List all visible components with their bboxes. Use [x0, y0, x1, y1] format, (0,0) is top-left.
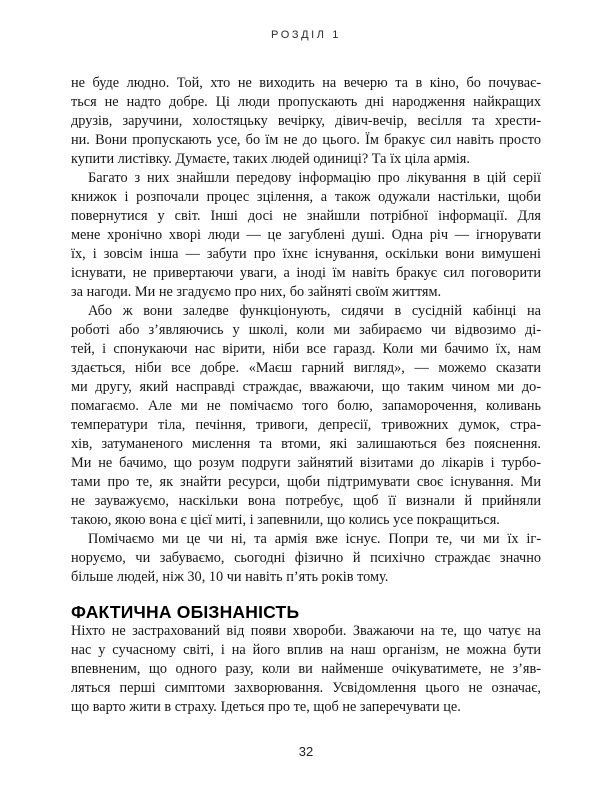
paragraph	[71, 74, 541, 169]
text-line: роботі або з’являючись у школі, коли ми забираємо чи відвозимо ді-	[71, 322, 541, 338]
text-line: мене хронічно хворі люди — це загублені душі. Одна річ — ігнорувати	[71, 227, 541, 243]
text-line: ни. Вони пропускають усе, бо їм не до цього. Їм бракує сил навіть просто	[71, 132, 541, 148]
text-line: Багато з них знайшли передову інформацію про лікування в цій серії	[88, 170, 541, 186]
text-line: тей, і спонукаючи нас вірити, ніби все гаразд. Коли ми бачимо їх, нам	[71, 341, 541, 357]
text-line: тами про те, як знайти ресурси, щоби підтримувати своє існування. Ми	[71, 474, 541, 490]
text-line: їх, і зовсім інша — забути про їхнє існування, оскільки вони вимушені	[71, 246, 541, 262]
text-line: не буде людно. Той, хто не виходить на вечерю та в кіно, бо почуває-	[71, 75, 541, 91]
text-line: Ніхто не застрахований від появи хвороби. Зважаючи на те, що чатує на	[71, 623, 541, 639]
text-line: хів, затуманеного мислення та втоми, які залишаються без пояснення.	[71, 436, 541, 452]
paragraph	[71, 530, 541, 587]
chapter-header: РОЗДІЛ 1	[271, 29, 341, 41]
text-line: Або ж вони заледве функціонують, сидячи в сусідній кабінці на	[88, 303, 541, 319]
text-line: температури тіла, печіння, тривоги, депресії, тривожних думок, стра-	[71, 417, 541, 433]
text-line: такою, якою вона є цієї миті, і запевнили, що колись усе покращиться.	[71, 512, 500, 528]
text-line: впевненим, що одного разу, коли ви найменше очікуватимете, не з’яв-	[71, 661, 541, 677]
text-line: що варто жити в страху. Ідеться про те, щоб не заперечувати це.	[71, 699, 461, 715]
paragraph	[71, 622, 541, 717]
text-line: не зауважуємо, наскільки вона потребує, щоб її визнали й прийняли	[71, 493, 541, 509]
text-line: Помічаємо ми це чи ні, та армія вже існує. Попри те, чи ми їх іг-	[88, 531, 541, 547]
text-line: Ми не бачимо, що розум подруги зайнятий візитами до лікарів і турбо-	[71, 455, 541, 471]
text-line: більше людей, ніж 30, 10 чи навіть п’ять років тому.	[71, 569, 389, 585]
text-line: повернутися у світ. Інші досі не знайшли потрібної інформації. Для	[71, 208, 541, 224]
text-line: норуємо, чи забуваємо, сьогодні фізично й психічно страждає значно	[71, 550, 541, 566]
text-line: здається, ніби все добре. «Маєш гарний вигляд», — можемо сказати	[71, 360, 541, 376]
text-line: за нагоди. Ми не згадуємо про них, бо зайняті своїм життям.	[71, 284, 442, 300]
text-line: існувати, не привертаючи уваги, а іноді їм навіть бракує сил поговорити	[71, 265, 541, 281]
text-line: книжок і розпочали процес зцілення, а також одужали настільки, щоби	[71, 189, 541, 205]
text-line: ться не надто добре. Ці люди пропускають дні народження найкращих	[71, 94, 541, 110]
text-line: нас у сучасному світі, і на його вплив на наш організм, не можна бути	[71, 642, 541, 658]
text-line: ми другу, який насправді страждає, вважаючи, що таким чином ми до-	[71, 379, 541, 395]
text-line: друзів, заручини, холостяцьку вечірку, дівич-вечір, весілля та хрести-	[71, 113, 541, 129]
page-content	[71, 74, 541, 717]
page-number: 32	[298, 744, 314, 759]
paragraph	[71, 302, 541, 530]
paragraph	[71, 169, 541, 302]
section-heading: ФАКТИЧНА ОБІЗНАНІСТЬ	[71, 602, 300, 622]
text-line: купити листівку. Думаєте, таких людей одиниці? Та їх ціла армія.	[71, 151, 470, 167]
text-line: помагаємо. Але ми не помічаємо того болю, запаморочення, коливань	[71, 398, 541, 414]
text-line: ляться перші симптоми захворювання. Усвідомлення цього не означає,	[71, 680, 541, 696]
